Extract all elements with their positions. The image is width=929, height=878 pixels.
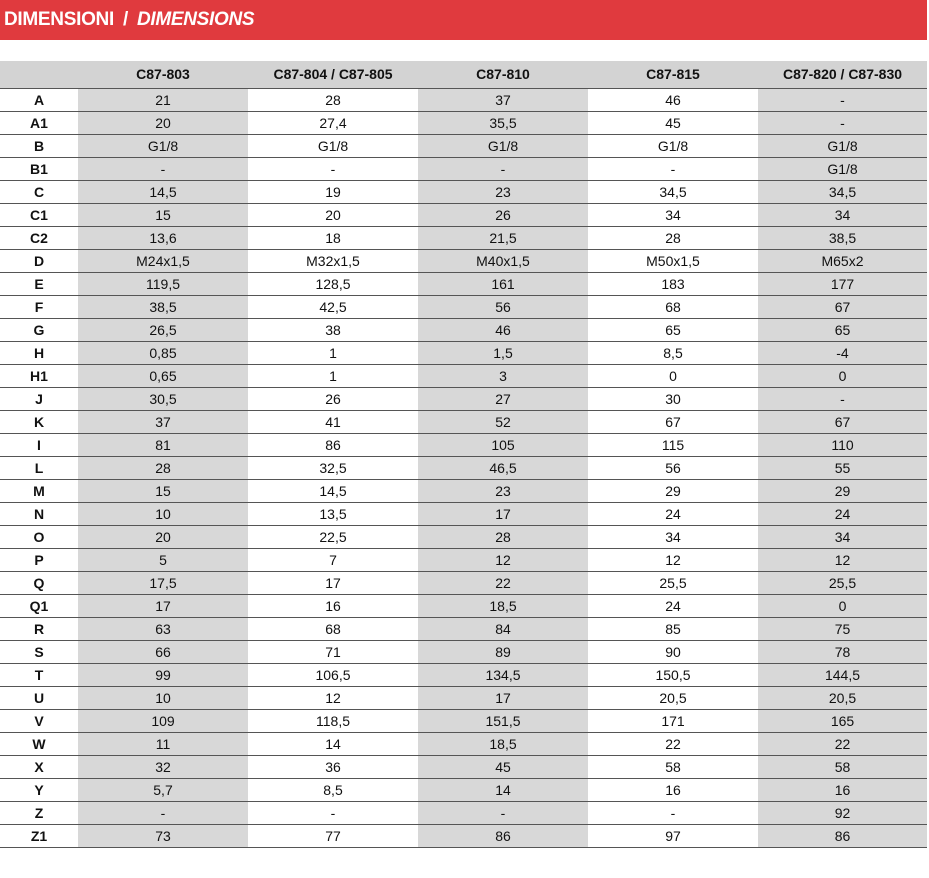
table-cell: 1 bbox=[248, 341, 418, 364]
table-row bbox=[0, 640, 927, 663]
row-label: P bbox=[0, 548, 78, 571]
table-cell: 1 bbox=[248, 364, 418, 387]
table-row bbox=[0, 594, 927, 617]
table-cell: 16 bbox=[758, 778, 927, 801]
table-cell: 22 bbox=[758, 732, 927, 755]
table-cell: 81 bbox=[78, 433, 248, 456]
table-row bbox=[0, 732, 927, 755]
table-cell: 25,5 bbox=[588, 571, 758, 594]
row-label: B bbox=[0, 134, 78, 157]
table-cell: 17,5 bbox=[78, 571, 248, 594]
table-cell: 52 bbox=[418, 410, 588, 433]
table-cell: 144,5 bbox=[758, 663, 927, 686]
table-cell: 85 bbox=[588, 617, 758, 640]
table-cell: 58 bbox=[758, 755, 927, 778]
table-cell: 0 bbox=[758, 594, 927, 617]
row-label: Q bbox=[0, 571, 78, 594]
table-row bbox=[0, 272, 927, 295]
table-row bbox=[0, 801, 927, 824]
table-cell: - bbox=[758, 387, 927, 410]
table-cell: M65x2 bbox=[758, 249, 927, 272]
table-cell: 29 bbox=[588, 479, 758, 502]
table-cell: 151,5 bbox=[418, 709, 588, 732]
table-cell: 26 bbox=[418, 203, 588, 226]
table-row bbox=[0, 134, 927, 157]
row-label: F bbox=[0, 295, 78, 318]
row-label: C bbox=[0, 180, 78, 203]
table-cell: 30 bbox=[588, 387, 758, 410]
table-cell: - bbox=[418, 157, 588, 180]
table-cell: 18 bbox=[248, 226, 418, 249]
table-cell: - bbox=[248, 801, 418, 824]
table-cell: 128,5 bbox=[248, 272, 418, 295]
table-row bbox=[0, 456, 927, 479]
row-label: A1 bbox=[0, 111, 78, 134]
table-cell: 28 bbox=[78, 456, 248, 479]
table-cell: M24x1,5 bbox=[78, 249, 248, 272]
table-cell: 26,5 bbox=[78, 318, 248, 341]
table-cell: 0,65 bbox=[78, 364, 248, 387]
row-label: R bbox=[0, 617, 78, 640]
table-cell: 46 bbox=[588, 88, 758, 111]
table-row bbox=[0, 686, 927, 709]
table-cell: - bbox=[758, 88, 927, 111]
table-cell: 28 bbox=[418, 525, 588, 548]
table-cell: 14,5 bbox=[248, 479, 418, 502]
table-cell: G1/8 bbox=[248, 134, 418, 157]
row-label: C2 bbox=[0, 226, 78, 249]
table-row bbox=[0, 364, 927, 387]
table-cell: 86 bbox=[248, 433, 418, 456]
table-cell: 105 bbox=[418, 433, 588, 456]
table-cell: 35,5 bbox=[418, 111, 588, 134]
table-row bbox=[0, 709, 927, 732]
table-cell: 38 bbox=[248, 318, 418, 341]
table-cell: - bbox=[758, 111, 927, 134]
table-cell: 13,5 bbox=[248, 502, 418, 525]
table-row bbox=[0, 88, 927, 111]
table-cell: 99 bbox=[78, 663, 248, 686]
corner-cell bbox=[0, 61, 78, 88]
table-cell: 0 bbox=[588, 364, 758, 387]
table-row bbox=[0, 502, 927, 525]
table-cell: 12 bbox=[758, 548, 927, 571]
table-row bbox=[0, 387, 927, 410]
column-header: C87-803 bbox=[78, 61, 248, 88]
table-cell: 34 bbox=[588, 203, 758, 226]
table-cell: 56 bbox=[418, 295, 588, 318]
row-label: X bbox=[0, 755, 78, 778]
table-cell: 23 bbox=[418, 180, 588, 203]
table-row bbox=[0, 778, 927, 801]
table-cell: 16 bbox=[588, 778, 758, 801]
title-english: DIMENSIONS bbox=[136, 9, 255, 30]
table-cell: 18,5 bbox=[418, 594, 588, 617]
row-label: T bbox=[0, 663, 78, 686]
table-cell: 23 bbox=[418, 479, 588, 502]
table-cell: 134,5 bbox=[418, 663, 588, 686]
table-cell: 20 bbox=[78, 111, 248, 134]
table-row bbox=[0, 180, 927, 203]
table-cell: 56 bbox=[588, 456, 758, 479]
row-label: L bbox=[0, 456, 78, 479]
table-cell: M40x1,5 bbox=[418, 249, 588, 272]
table-cell: - bbox=[248, 157, 418, 180]
row-label: D bbox=[0, 249, 78, 272]
table-cell: 26 bbox=[248, 387, 418, 410]
table-cell: 183 bbox=[588, 272, 758, 295]
table-cell: 78 bbox=[758, 640, 927, 663]
table-cell: G1/8 bbox=[758, 134, 927, 157]
header-row bbox=[0, 61, 927, 88]
row-label: E bbox=[0, 272, 78, 295]
title-separator: / bbox=[122, 9, 128, 30]
table-cell: 46,5 bbox=[418, 456, 588, 479]
row-label: B1 bbox=[0, 157, 78, 180]
table-cell: 5 bbox=[78, 548, 248, 571]
table-cell: 34 bbox=[758, 203, 927, 226]
table-row bbox=[0, 617, 927, 640]
table-cell: 41 bbox=[248, 410, 418, 433]
table-cell: 73 bbox=[78, 824, 248, 847]
table-cell: 109 bbox=[78, 709, 248, 732]
table-cell: 24 bbox=[758, 502, 927, 525]
table-cell: G1/8 bbox=[78, 134, 248, 157]
table-cell: 10 bbox=[78, 686, 248, 709]
row-label: H bbox=[0, 341, 78, 364]
table-cell: 20 bbox=[248, 203, 418, 226]
table-cell: 15 bbox=[78, 203, 248, 226]
table-cell: 8,5 bbox=[248, 778, 418, 801]
table-row bbox=[0, 203, 927, 226]
row-label: M bbox=[0, 479, 78, 502]
table-cell: 84 bbox=[418, 617, 588, 640]
row-label: G bbox=[0, 318, 78, 341]
table-cell: 0,85 bbox=[78, 341, 248, 364]
table-cell: 14 bbox=[248, 732, 418, 755]
table-cell: - bbox=[418, 801, 588, 824]
table-cell: 37 bbox=[418, 88, 588, 111]
table-cell: 86 bbox=[418, 824, 588, 847]
row-label: V bbox=[0, 709, 78, 732]
row-label: K bbox=[0, 410, 78, 433]
table-cell: G1/8 bbox=[418, 134, 588, 157]
table-cell: 34 bbox=[758, 525, 927, 548]
table-cell: 115 bbox=[588, 433, 758, 456]
table-cell: 67 bbox=[758, 410, 927, 433]
table-cell: - bbox=[78, 157, 248, 180]
table-cell: 161 bbox=[418, 272, 588, 295]
title-bar bbox=[0, 0, 927, 40]
table-cell: 14,5 bbox=[78, 180, 248, 203]
table-cell: 119,5 bbox=[78, 272, 248, 295]
title-italian: DIMENSIONI bbox=[4, 9, 114, 30]
table-cell: G1/8 bbox=[588, 134, 758, 157]
table-row bbox=[0, 226, 927, 249]
column-header: C87-804 / C87-805 bbox=[248, 61, 418, 88]
table-cell: 8,5 bbox=[588, 341, 758, 364]
table-cell: 11 bbox=[78, 732, 248, 755]
table-row bbox=[0, 157, 927, 180]
table-cell: 86 bbox=[758, 824, 927, 847]
row-label: J bbox=[0, 387, 78, 410]
column-header: C87-810 bbox=[418, 61, 588, 88]
table-cell: 67 bbox=[588, 410, 758, 433]
row-label: Q1 bbox=[0, 594, 78, 617]
table-cell: 16 bbox=[248, 594, 418, 617]
table-cell: 58 bbox=[588, 755, 758, 778]
table-cell: 20,5 bbox=[758, 686, 927, 709]
row-label: I bbox=[0, 433, 78, 456]
table-cell: 21,5 bbox=[418, 226, 588, 249]
table-cell: 67 bbox=[758, 295, 927, 318]
column-header: C87-815 bbox=[588, 61, 758, 88]
table-cell: 45 bbox=[418, 755, 588, 778]
table-cell: 63 bbox=[78, 617, 248, 640]
table-cell: 37 bbox=[78, 410, 248, 433]
table-cell: 110 bbox=[758, 433, 927, 456]
table-cell: 17 bbox=[418, 686, 588, 709]
table-row bbox=[0, 318, 927, 341]
table-row bbox=[0, 548, 927, 571]
table-cell: 177 bbox=[758, 272, 927, 295]
table-cell: 22 bbox=[418, 571, 588, 594]
table-cell: 14 bbox=[418, 778, 588, 801]
table-cell: 17 bbox=[248, 571, 418, 594]
row-label: H1 bbox=[0, 364, 78, 387]
table-cell: 75 bbox=[758, 617, 927, 640]
table-cell: - bbox=[588, 157, 758, 180]
table-cell: 68 bbox=[588, 295, 758, 318]
table-row bbox=[0, 410, 927, 433]
table-cell: 20,5 bbox=[588, 686, 758, 709]
table-cell: 30,5 bbox=[78, 387, 248, 410]
row-label: U bbox=[0, 686, 78, 709]
table-cell: 24 bbox=[588, 502, 758, 525]
table-cell: M32x1,5 bbox=[248, 249, 418, 272]
table-cell: 34,5 bbox=[758, 180, 927, 203]
table-cell: 19 bbox=[248, 180, 418, 203]
table-cell: -4 bbox=[758, 341, 927, 364]
row-label: A bbox=[0, 88, 78, 111]
table-cell: 22,5 bbox=[248, 525, 418, 548]
table-cell: 28 bbox=[588, 226, 758, 249]
table-row bbox=[0, 111, 927, 134]
table-row bbox=[0, 249, 927, 272]
table-cell: 15 bbox=[78, 479, 248, 502]
table-cell: 0 bbox=[758, 364, 927, 387]
table-row bbox=[0, 479, 927, 502]
table-cell: 5,7 bbox=[78, 778, 248, 801]
table-cell: 97 bbox=[588, 824, 758, 847]
table-row bbox=[0, 755, 927, 778]
column-header: C87-820 / C87-830 bbox=[758, 61, 927, 88]
table-cell: 18,5 bbox=[418, 732, 588, 755]
row-label: Z bbox=[0, 801, 78, 824]
table-cell: 28 bbox=[248, 88, 418, 111]
table-cell: 77 bbox=[248, 824, 418, 847]
row-label: C1 bbox=[0, 203, 78, 226]
table-cell: 46 bbox=[418, 318, 588, 341]
row-label: O bbox=[0, 525, 78, 548]
table-cell: 12 bbox=[588, 548, 758, 571]
table-cell: 45 bbox=[588, 111, 758, 134]
table-cell: 90 bbox=[588, 640, 758, 663]
table-cell: 66 bbox=[78, 640, 248, 663]
table-cell: 7 bbox=[248, 548, 418, 571]
table-cell: 24 bbox=[588, 594, 758, 617]
table-body bbox=[0, 88, 927, 847]
table-cell: 34,5 bbox=[588, 180, 758, 203]
table-cell: 10 bbox=[78, 502, 248, 525]
table-row bbox=[0, 663, 927, 686]
table-cell: 12 bbox=[418, 548, 588, 571]
table-cell: 27 bbox=[418, 387, 588, 410]
table-cell: 36 bbox=[248, 755, 418, 778]
row-label: Z1 bbox=[0, 824, 78, 847]
table-cell: 42,5 bbox=[248, 295, 418, 318]
row-label: W bbox=[0, 732, 78, 755]
table-cell: 29 bbox=[758, 479, 927, 502]
table-cell: 55 bbox=[758, 456, 927, 479]
table-cell: 17 bbox=[418, 502, 588, 525]
table-cell: 34 bbox=[588, 525, 758, 548]
row-label: S bbox=[0, 640, 78, 663]
table-cell: 118,5 bbox=[248, 709, 418, 732]
table-cell: 25,5 bbox=[758, 571, 927, 594]
row-label: N bbox=[0, 502, 78, 525]
table-cell: 89 bbox=[418, 640, 588, 663]
table-cell: 32,5 bbox=[248, 456, 418, 479]
table-cell: - bbox=[588, 801, 758, 824]
table-cell: 68 bbox=[248, 617, 418, 640]
table-cell: 1,5 bbox=[418, 341, 588, 364]
table-cell: 22 bbox=[588, 732, 758, 755]
table-header bbox=[0, 61, 927, 88]
table-row bbox=[0, 525, 927, 548]
table-cell: 71 bbox=[248, 640, 418, 663]
table-cell: 38,5 bbox=[78, 295, 248, 318]
dimensions-table bbox=[0, 61, 927, 848]
table-cell: - bbox=[78, 801, 248, 824]
table-cell: 32 bbox=[78, 755, 248, 778]
table-row bbox=[0, 433, 927, 456]
table-row bbox=[0, 571, 927, 594]
table-cell: 65 bbox=[758, 318, 927, 341]
table-cell: 92 bbox=[758, 801, 927, 824]
table-cell: 21 bbox=[78, 88, 248, 111]
table-cell: 65 bbox=[588, 318, 758, 341]
table-cell: 17 bbox=[78, 594, 248, 617]
table-cell: 20 bbox=[78, 525, 248, 548]
table-cell: G1/8 bbox=[758, 157, 927, 180]
table-row bbox=[0, 341, 927, 364]
table-row bbox=[0, 295, 927, 318]
table-cell: 171 bbox=[588, 709, 758, 732]
table-cell: 12 bbox=[248, 686, 418, 709]
table-cell: 13,6 bbox=[78, 226, 248, 249]
table-row bbox=[0, 824, 927, 847]
table-cell: 38,5 bbox=[758, 226, 927, 249]
table-cell: 106,5 bbox=[248, 663, 418, 686]
table-cell: 150,5 bbox=[588, 663, 758, 686]
table-cell: 165 bbox=[758, 709, 927, 732]
table-cell: 27,4 bbox=[248, 111, 418, 134]
row-label: Y bbox=[0, 778, 78, 801]
table-cell: M50x1,5 bbox=[588, 249, 758, 272]
table-cell: 3 bbox=[418, 364, 588, 387]
